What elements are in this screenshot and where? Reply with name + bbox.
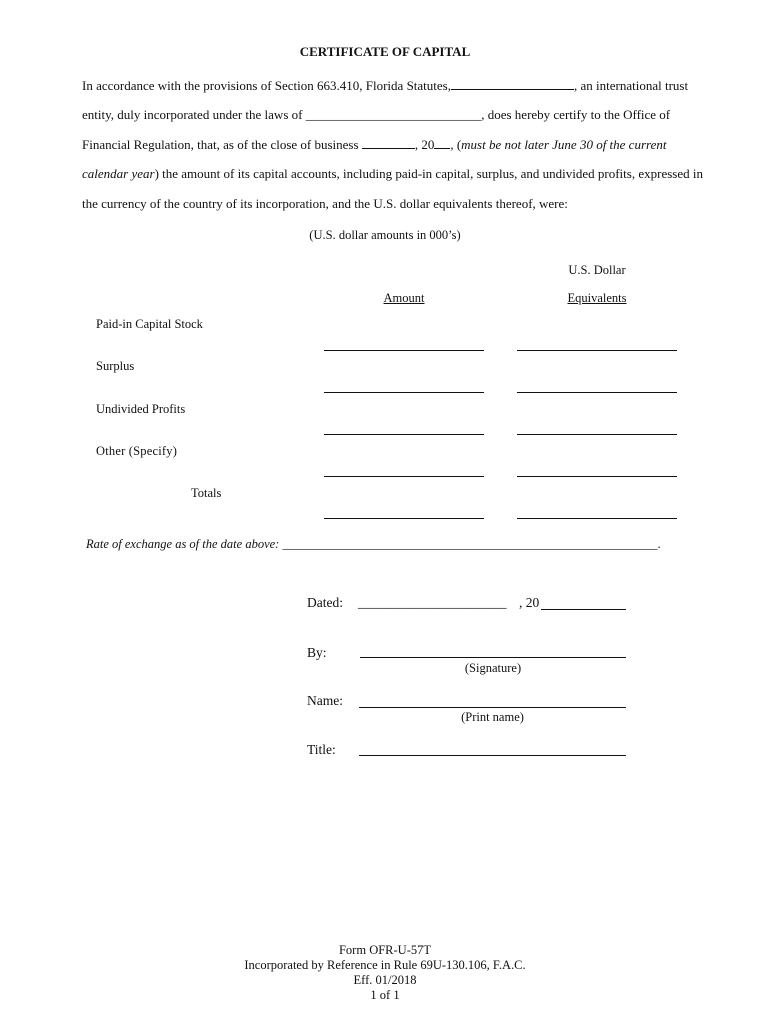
usd-column-header-line2: Equivalents bbox=[567, 291, 627, 305]
dated-label: Dated: bbox=[307, 595, 343, 610]
paragraph-line-1-end: , an international trust bbox=[573, 78, 689, 93]
paragraph-line-1 bbox=[82, 78, 688, 94]
other-usd-field[interactable] bbox=[517, 476, 677, 477]
title-label: Title: bbox=[307, 742, 336, 757]
surplus-usd-field[interactable] bbox=[517, 392, 677, 393]
signature-field[interactable] bbox=[360, 657, 626, 658]
surplus-amount-field[interactable] bbox=[324, 392, 484, 393]
paragraph-line-3-paren: , ( bbox=[450, 137, 462, 152]
exchange-rate-field[interactable]: ____________________________________________________________. bbox=[282, 537, 661, 551]
print-name-caption: (Print name) bbox=[461, 710, 524, 724]
dated-year-field[interactable] bbox=[541, 609, 626, 610]
paragraph-line-4-text: ) the amount of its capital accounts, including paid-in capital, surplus, and undivided profits, expressed in bbox=[154, 166, 703, 181]
paragraph-line-4-italic: calendar year bbox=[82, 166, 155, 181]
usd-column-header-line1: U.S. Dollar bbox=[568, 263, 626, 277]
paragraph-line-2 bbox=[82, 107, 670, 123]
paragraph-line-3-text: Financial Regulation, that, as of the close of business bbox=[82, 137, 362, 152]
dated-year-prefix: , 20 bbox=[519, 595, 540, 610]
incorporation-country-field[interactable]: ___________________________ bbox=[305, 107, 482, 122]
footer-reference: Incorporated by Reference in Rule 69U-130.106, F.A.C. bbox=[244, 958, 526, 972]
totals-amount-field[interactable] bbox=[324, 518, 484, 519]
footer-form-number: Form OFR-U-57T bbox=[338, 943, 432, 957]
document-title: CERTIFICATE OF CAPITAL bbox=[299, 44, 471, 59]
paid-in-capital-usd-field[interactable] bbox=[517, 350, 677, 351]
title-field[interactable] bbox=[359, 755, 626, 756]
paragraph-line-2-end: , does hereby certify to the Office of bbox=[481, 107, 671, 122]
paragraph-line-3 bbox=[82, 137, 666, 153]
row-label-other: Other (Specify) bbox=[96, 444, 178, 458]
exchange-rate-line bbox=[86, 537, 661, 552]
row-label-paid-in-capital: Paid-in Capital Stock bbox=[96, 317, 203, 331]
row-label-undivided-profits: Undivided Profits bbox=[96, 402, 186, 416]
paragraph-line-1-text: In accordance with the provisions of Section 663.410, Florida Statutes, bbox=[82, 78, 451, 93]
business-date-field[interactable] bbox=[362, 137, 415, 149]
trust-entity-name-field[interactable] bbox=[451, 78, 574, 90]
year-suffix-field[interactable] bbox=[434, 137, 450, 149]
row-label-surplus: Surplus bbox=[96, 359, 135, 373]
name-label: Name: bbox=[307, 693, 343, 708]
totals-usd-field[interactable] bbox=[517, 518, 677, 519]
dated-field[interactable]: ______________________ bbox=[358, 595, 507, 610]
paid-in-capital-amount-field[interactable] bbox=[324, 350, 484, 351]
units-note: (U.S. dollar amounts in 000’s) bbox=[309, 228, 461, 242]
signature-caption: (Signature) bbox=[464, 661, 522, 675]
footer-effective-date: Eff. 01/2018 bbox=[353, 973, 417, 987]
paragraph-line-2-text: entity, duly incorporated under the laws of bbox=[82, 107, 306, 122]
by-label: By: bbox=[307, 645, 327, 660]
footer-page-number: 1 of 1 bbox=[370, 988, 400, 1002]
undivided-profits-amount-field[interactable] bbox=[324, 434, 484, 435]
paragraph-line-3-italic: must be not later June 30 of the current bbox=[461, 137, 667, 152]
paragraph-line-4 bbox=[82, 166, 703, 182]
paragraph-line-3-year: , 20 bbox=[414, 137, 435, 152]
undivided-profits-usd-field[interactable] bbox=[517, 434, 677, 435]
amount-column-header: Amount bbox=[383, 291, 425, 305]
row-label-totals: Totals bbox=[191, 486, 222, 500]
other-amount-field[interactable] bbox=[324, 476, 484, 477]
print-name-field[interactable] bbox=[359, 707, 626, 708]
paragraph-line-5: the currency of the country of its incorporation, and the U.S. dollar equivalents thereof, were: bbox=[82, 196, 568, 211]
exchange-rate-label: Rate of exchange as of the date above: bbox=[86, 537, 283, 551]
